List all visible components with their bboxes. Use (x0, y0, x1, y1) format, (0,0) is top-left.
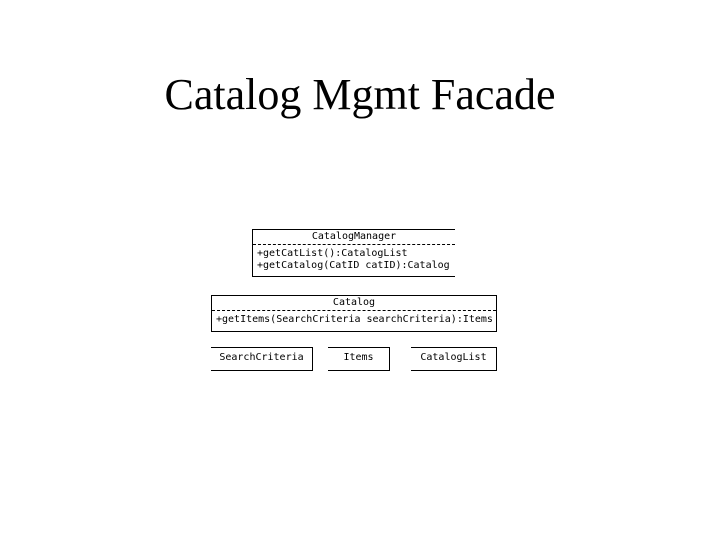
class-catalog-list: CatalogList (411, 347, 497, 371)
operation: +getCatList():CatalogList (257, 248, 408, 259)
operation: +getItems(SearchCriteria searchCriteria):Items (216, 314, 493, 325)
operation: +getCatalog(CatID catID):Catalog (257, 260, 450, 271)
class-search-criteria: SearchCriteria (211, 347, 313, 371)
class-name: Catalog (332, 297, 376, 308)
class-catalog (211, 295, 497, 332)
operations-list (212, 311, 496, 326)
class-name: CatalogManager (311, 231, 397, 242)
class-items: Items (328, 347, 390, 371)
operations-list (253, 245, 455, 272)
slide-title: Catalog Mgmt Facade (164, 70, 556, 119)
class-catalog-manager (252, 229, 455, 277)
